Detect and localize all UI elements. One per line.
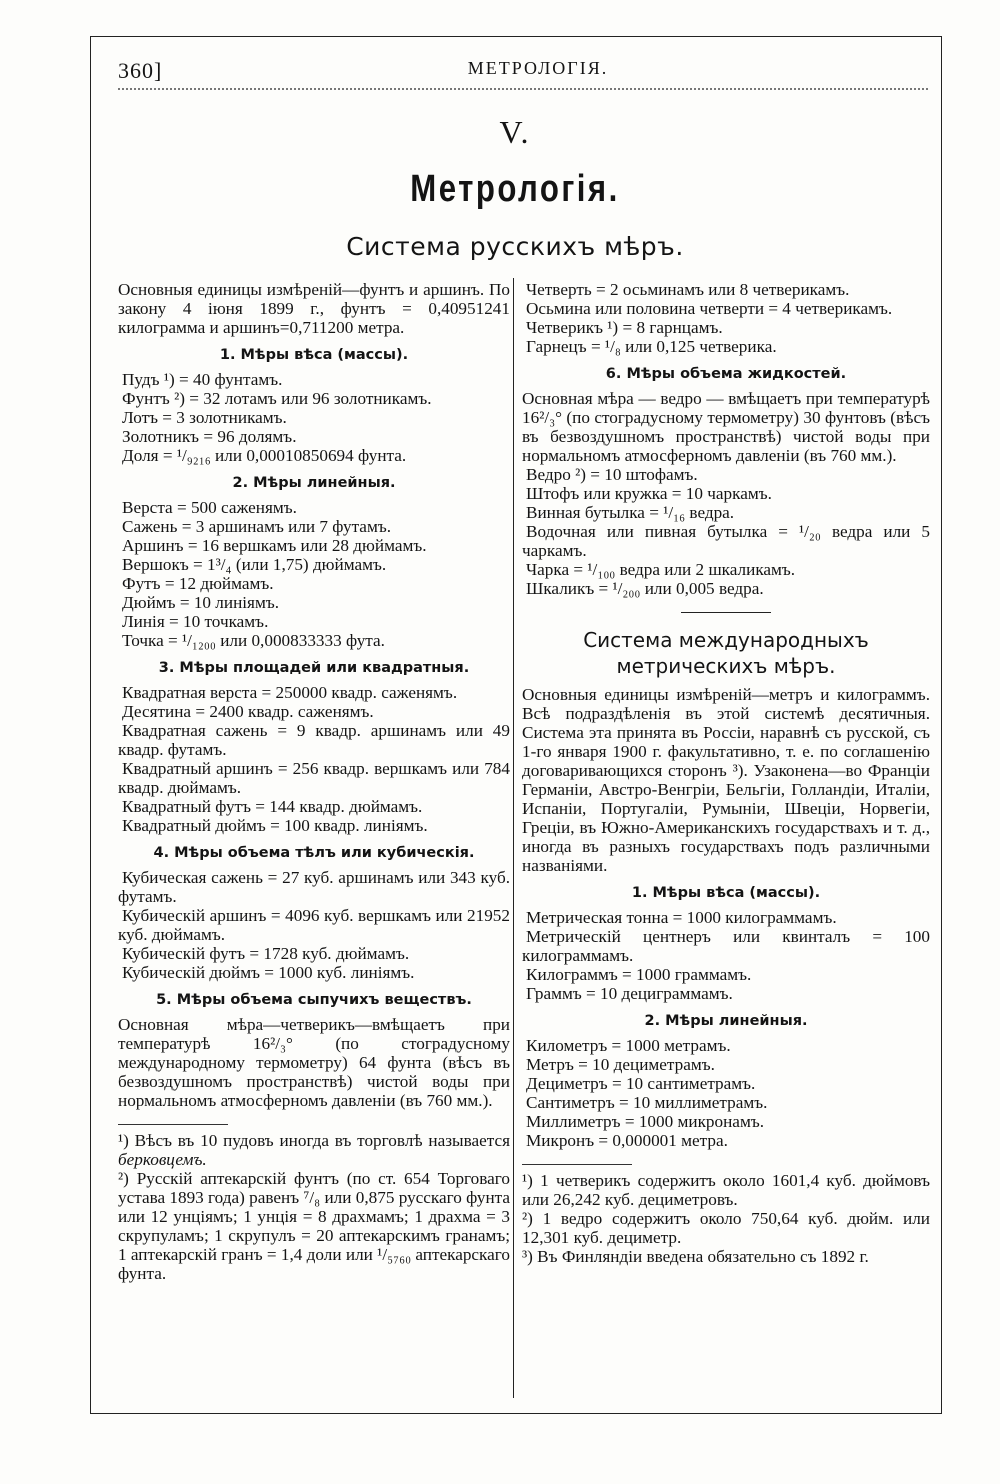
list-item: Шкаликъ = ¹/₂₀₀ или 0,005 ведра. <box>526 579 764 598</box>
list-item: Микронъ = 0,000001 метра. <box>526 1131 728 1150</box>
list-item: Квадратный аршинъ = 256 квадр. вершкамъ или 784 квадр. дюймамъ. <box>118 759 510 797</box>
list-item: Осьмина или половина четверти = 4 четверикамъ. <box>526 299 893 318</box>
list-item: Аршинъ = 16 вершкамъ или 28 дюймамъ. <box>122 536 427 555</box>
list-item: Дециметръ = 10 сантиметрамъ. <box>526 1074 756 1093</box>
list-item: Метрическая тонна = 1000 килограммамъ. <box>526 908 837 927</box>
list-item: Дюймъ = 10 линіямъ. <box>122 593 280 612</box>
left-column <box>118 280 510 1283</box>
list-item: Десятина = 2400 квадр. саженямъ. <box>122 702 374 721</box>
footnote-2: ²) 1 ведро содержитъ около 750,64 куб. дюйм. или 12,301 куб. дециметр. <box>522 1209 930 1247</box>
right-column <box>522 280 930 1266</box>
list-item: Вершокъ = 1³/₄ (или 1,75) дюймамъ. <box>122 555 387 574</box>
footnote-3: ³) Въ Финляндіи введена обязательно съ 1892 г. <box>522 1247 869 1266</box>
footnote-2: ²) Русскій аптекарскій фунтъ (по ст. 654 Торговаго устава 1893 года) равенъ ⁷/₈ или 0,875 русскаго фунта или 12 унціямъ; 1 унція = 8 драхмамъ; 1 драхма = 3 скрупуламъ; 1 скрупулъ = 20 аптекарскимъ гранамъ; 1 аптекарскій гранъ = 1,4 доли или ¹/₅₇₆₀ аптекарскаго фунта. <box>118 1169 511 1283</box>
footnote-rule <box>118 1124 228 1125</box>
list-item: Гарнецъ = ¹/₈ или 0,125 четверика. <box>526 337 777 356</box>
list-item: Линія = 10 точкамъ. <box>122 612 269 631</box>
page-number: 360] <box>118 58 163 83</box>
list-item: Кубическій аршинъ = 4096 куб. вершкамъ или 21952 куб. дюймамъ. <box>118 906 510 944</box>
list-item: Метрическій центнеръ или квинталъ = 100 килограммамъ. <box>522 927 930 965</box>
list-item: Кубическій футъ = 1728 куб. дюймамъ. <box>122 944 410 963</box>
list-item: Четверикъ ¹) = 8 гарнцамъ. <box>526 318 723 337</box>
list-item: Четверть = 2 осьминамъ или 8 четверикамъ. <box>526 280 850 299</box>
list-item: Сантиметръ = 10 миллиметрамъ. <box>526 1093 768 1112</box>
list-item: Точка = ¹/₁₂₀₀ или 0,000833333 фута. <box>122 631 385 650</box>
list-item: Футъ = 12 дюймамъ. <box>122 574 274 593</box>
subhead-dry-measures: 5. Мѣры объема сыпучихъ веществъ. <box>156 992 472 1008</box>
list-item: Граммъ = 10 дециграммамъ. <box>526 984 733 1003</box>
list-item: Золотникъ = 96 долямъ. <box>122 427 297 446</box>
list-item: Квадратный дюймъ = 100 квадр. линіямъ. <box>122 816 428 835</box>
section-divider <box>681 612 771 613</box>
subhead-metric-weights: 1. Мѣры вѣса (массы). <box>631 885 821 901</box>
list-item: Метръ = 10 дециметрамъ. <box>526 1055 715 1074</box>
list-item: Сажень = 3 аршинамъ или 7 футамъ. <box>122 517 391 536</box>
list-item: Фунтъ ²) = 32 лотамъ или 96 золотникамъ. <box>122 389 432 408</box>
subhead-volume: 4. Мѣры объема тѣлъ или кубическія. <box>153 845 475 861</box>
list-item: Квадратный футъ = 144 квадр. дюймамъ. <box>122 797 423 816</box>
list-item: Чарка = ¹/₁₀₀ ведра или 2 шкаликамъ. <box>526 560 796 579</box>
footnote-1: ¹) 1 четверикъ содержитъ около 1601,4 куб. дюймовъ или 26,242 куб. дециметровъ. <box>522 1171 930 1209</box>
chapter-number: V. <box>499 114 531 150</box>
dry-measures-paragraph: Основная мѣра—четверикъ—вмѣщаетъ при температурѣ 16²/₃° (по стоградусному международному термометру) 64 фунта (вѣсъ въ безвоздушномъ пространствѣ) чистой воды при нормальномъ атмосферномъ давленіи (въ 760 мм.). <box>118 1015 510 1110</box>
liquid-measures-paragraph: Основная мѣра — ведро — вмѣщаетъ при температурѣ 16²/₃° (по стоградусному термометру) 30 фунтовъ (вѣсъ въ безвоздушномъ пространствѣ) чистой воды при нормальномъ атмосферномъ давленіи (въ 760 мм.). <box>522 389 930 465</box>
footnote-1-term: берковцемъ. <box>118 1150 207 1169</box>
chapter-title: Метрологія. <box>410 168 620 210</box>
header-dotted-rule <box>118 88 928 94</box>
subhead-area: 3. Мѣры площадей или квадратныя. <box>158 660 470 676</box>
column-divider <box>513 278 514 1398</box>
list-item: Штофъ или кружка = 10 чаркамъ. <box>526 484 772 503</box>
metric-system-paragraph: Основныя единицы измѣреній—метръ и килограммъ. Всѣ подраздѣленія въ этой системѣ десятичныя. Система эта принята въ Россіи, наравнѣ съ русской, съ 1-го января 1900 г. факультативно, т. е. по соглашенію договаривающихся сторонъ ³). Узаконена—во Франціи Германіи, Австро-Венгріи, Бельгіи, Голландіи, Италіи, Испаніи, Португаліи, Румыніи, Швеціи, Норвегіи, Греціи, въ Южно-Американскихъ государствахъ и т. д., иногда въ разныхъ государствахъ подъ различными названіями. <box>522 685 930 875</box>
footnote-rule <box>522 1164 632 1165</box>
page-header <box>118 52 928 82</box>
list-item: Винная бутылка = ¹/₁₆ ведра. <box>526 503 735 522</box>
subhead-liquid: 6. Мѣры объема жидкостей. <box>605 366 847 382</box>
list-item: Доля = ¹/₉₂₁₆ или 0,00010850694 фунта. <box>122 446 407 465</box>
list-item: Ведро ²) = 10 штофамъ. <box>526 465 698 484</box>
running-title: МЕТРОЛОГІЯ. <box>467 58 609 78</box>
metric-system-title: Система международныхъ метрическихъ мѣръ. <box>583 628 869 678</box>
list-item: Лотъ = 3 золотникамъ. <box>122 408 287 427</box>
subhead-metric-linear: 2. Мѣры линейныя. <box>644 1013 808 1029</box>
list-item: Квадратная верста = 250000 квадр. саженямъ. <box>122 683 458 702</box>
list-item: Квадратная сажень = 9 квадр. аршинамъ или 49 квадр. футамъ. <box>118 721 510 759</box>
list-item: Верста = 500 саженямъ. <box>122 498 297 517</box>
subhead-weights: 1. Мѣры вѣса (массы). <box>219 347 409 363</box>
list-item: Кубическій дюймъ = 1000 куб. линіямъ. <box>122 963 415 982</box>
list-item: Килограммъ = 1000 граммамъ. <box>526 965 752 984</box>
list-item: Кубическая сажень = 27 куб. аршинамъ или 343 куб. футамъ. <box>118 868 510 906</box>
subhead-linear: 2. Мѣры линейныя. <box>232 475 396 491</box>
list-item: Миллиметръ = 1000 микронамъ. <box>526 1112 764 1131</box>
list-item: Пудъ ¹) = 40 фунтамъ. <box>122 370 283 389</box>
section-title: Система русскихъ мѣръ. <box>346 232 684 261</box>
footnote-1-text: ¹) Вѣсъ въ 10 пудовъ иногда въ торговлѣ называется <box>118 1131 510 1150</box>
list-item: Водочная или пивная бутылка = ¹/₂₀ ведра или 5 чаркамъ. <box>522 522 930 560</box>
footnote-1 <box>118 1131 510 1169</box>
list-item: Километръ = 1000 метрамъ. <box>526 1036 731 1055</box>
intro-paragraph: Основныя единицы измѣреній—фунтъ и аршинъ. По закону 4 іюня 1899 г., фунтъ = 0,40951241 килограмма и аршинъ=0,711200 метра. <box>118 280 510 337</box>
